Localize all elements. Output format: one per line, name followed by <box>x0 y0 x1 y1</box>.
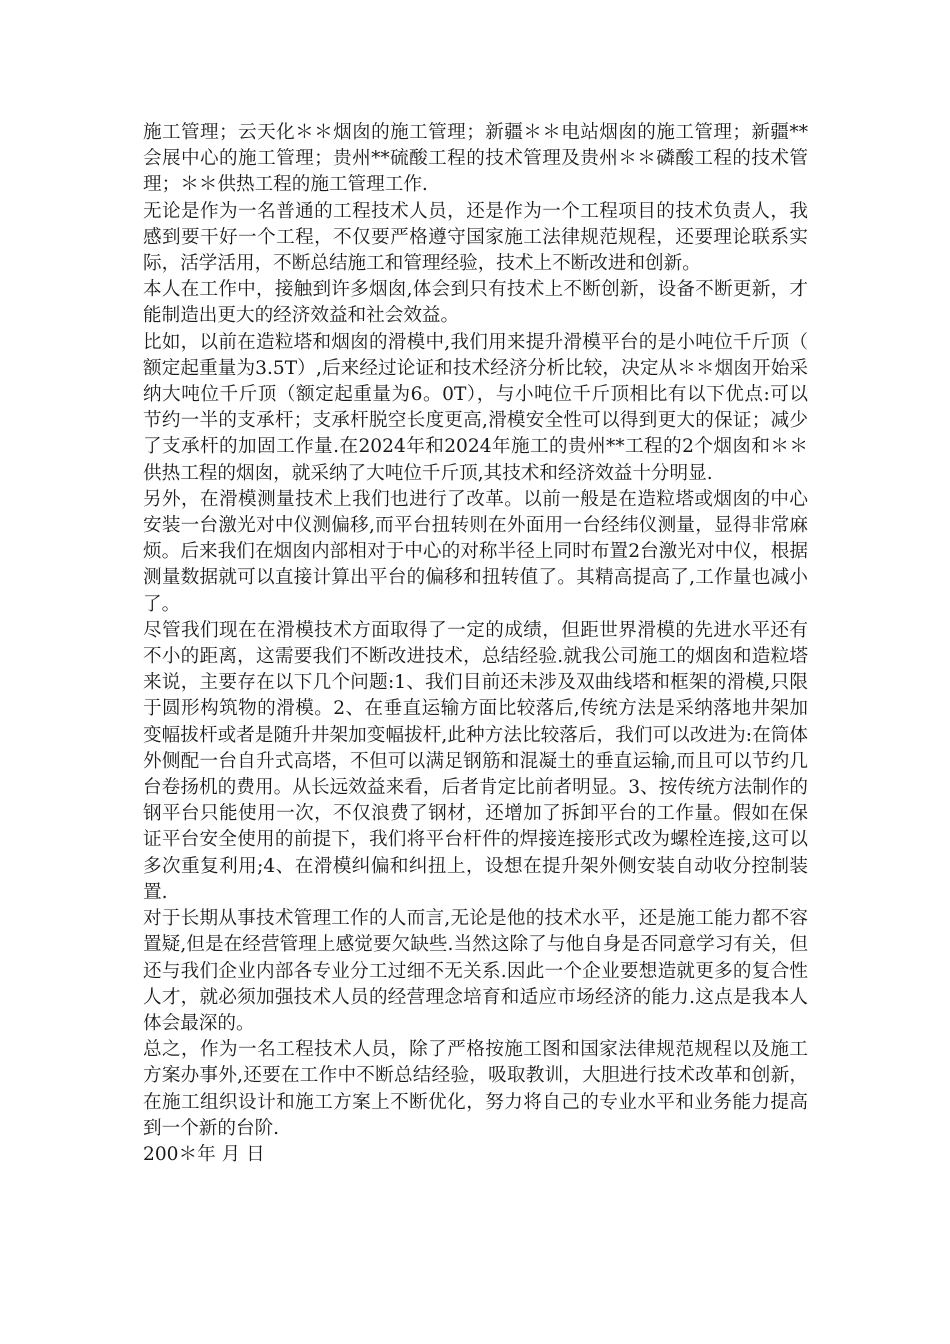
paragraph-existing-problems: 尽管我们现在在滑模技术方面取得了一定的成绩，但距世界滑模的先进水平还有不小的距离，这需要我们不断改进技术，总结经验.就我公司施工的烟囱和造粒塔来说，主要存在以下几个问题:1、我们目前还未涉及双曲线塔和框架的滑模,只限于圆形构筑物的滑模。2、在垂直运输方面比较落后,传统方法是采纳落地井架加变幅拔杆或者是随升井架加变幅拔杆,此种方法比较落后，我们可以改进为:在筒体外侧配一台自升式高塔，不但可以满足钢筋和混凝土的垂直运输,而且可以节约几台卷扬机的费用。从长远效益来看，后者肯定比前者明显。3、按传统方法制作的钢平台只能使用一次，不仅浪费了钢材，还增加了拆卸平台的工作量。假如在保证平台安全使用的前提下，我们将平台杆件的焊接连接形式改为螺栓连接,这可以多次重复利用;4、在滑模纠偏和纠扭上，设想在提升架外侧安装自动收分控制装置. <box>143 619 808 903</box>
paragraph-management-shortcoming: 对于长期从事技术管理工作的人而言,无论是他的技术水平，还是施工能力都不容置疑,但是在经营管理上感觉要欠缺些.当然这除了与他自身是否同意学习有关，但还与我们企业内部各专业分工过细不无关系.因此一个企业要想造就更多的复合性人才，就必须加强技术人员的经营理念培育和适应市场经济的能力.这点是我本人体会最深的。 <box>143 908 808 1034</box>
paragraph-work-history: 施工管理；云天化＊＊烟囱的施工管理；新疆＊＊电站烟囱的施工管理；新疆**会展中心的施工管理；贵州**硫酸工程的技术管理及贵州＊＊磷酸工程的技术管理；＊＊供热工程的施工管理工作. <box>143 122 808 196</box>
document-body <box>143 120 808 1168</box>
paragraph-engineering-attitude: 无论是作为一名普通的工程技术人员，还是作为一个工程项目的技术负责人，我感到要干好一个工程，不仅要严格遵守国家施工法律规范规程，还要理论联系实际，活学活用，不断总结施工和管理经验，技术上不断改进和创新。 <box>143 200 808 275</box>
paragraph-innovation: 本人在工作中，接触到许多烟囱,体会到只有技术上不断创新，设备不断更新，才能制造出更大的经济效益和社会效益。 <box>143 279 808 327</box>
paragraph-conclusion: 总之，作为一名工程技术人员，除了严格按施工图和国家法律规范规程以及施工方案办事外,还要在工作中不断总结经验，吸取教训，大胆进行技术改革和创新，在施工组织设计和施工方案上不断优化，努力将自己的专业水平和业务能力提高到一个新的台阶. <box>143 1039 808 1139</box>
paragraph-jack-improvement: 比如，以前在造粒塔和烟囱的滑模中,我们用来提升滑模平台的是小吨位千斤顶（额定起重量为3.5T）,后来经过论证和技术经济分析比较，决定从＊＊烟囱开始采纳大吨位千斤顶（额定起重量为6。0T），与小吨位千斤顶相比有以下优点:可以节约一半的支承杆；支承杆脱空长度更高,滑模安全性可以得到更大的保证；减少了支承杆的加固工作量.在2024年和2024年施工的贵州**工程的2个烟囱和＊＊供热工程的烟囱，就采纳了大吨位千斤顶,其技术和经济效益十分明显. <box>143 331 808 484</box>
paragraph-measurement-reform: 另外，在滑模测量技术上我们也进行了改革。以前一般是在造粒塔或烟囱的中心安装一台激光对中仪测偏移,而平台扭转则在外面用一台经纬仪测量，显得非常麻烦。后来我们在烟囱内部相对于中心的对称半径上同时布置2台激光对中仪，根据测量数据就可以直接计算出平台的偏移和扭转值了。其精高提高了,工作量也减小了。 <box>143 488 808 615</box>
date-line: 200＊年 月 日 <box>143 1143 265 1165</box>
